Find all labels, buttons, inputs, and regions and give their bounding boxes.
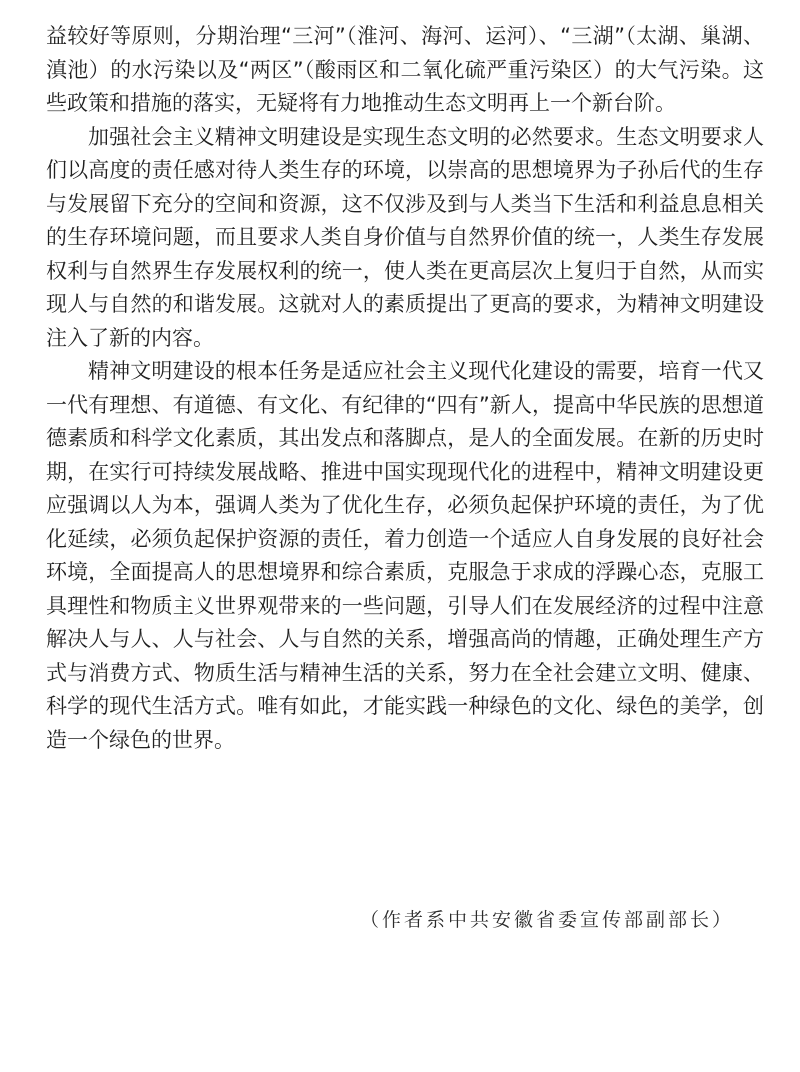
author-byline: （作者系中共安徽省委宣传部副部长）: [359, 909, 734, 931]
paragraph-fundamental-task: 精神文明建设的根本任务是适应社会主义现代化建设的需要，培育一代又一代有理想、有道德、有文化、有纪律的“四有”新人，提高中华民族的思想道德素质和科学文化素质，其出发点和落脚点，是人的全面发展。在新的历史时期，在实行可持续发展战略、推进中国实现现代化的进程中，精神文明建设更应强调以人为本，强调人类为了优化生存，必须负起保护环境的责任，为了优化延续，必须负起保护资源的责任，着力创造一个适应人自身发展的良好社会环境，全面提高人的思想境界和综合素质，克服急于求成的浮躁心态，克服工具理性和物质主义世界观带来的一些问题，引导人们在发展经济的过程中注意解决人与人、人与社会、人与自然的关系，增强高尚的情趣，正确处理生产方式与消费方式、物质生活与精神生活的关系，努力在全社会建立文明、健康、科学的现代生活方式。唯有如此，才能实践一种绿色的文化、绿色的美学，创造一个绿色的世界。: [46, 359, 764, 752]
article-body: [46, 20, 764, 757]
paragraph-continued: 益较好等原则，分期治理“三河”（淮河、海河、运河）、“三湖”（太湖、巢湖、滇池）的水污染以及“两区”（酸雨区和二氧化硫严重污染区）的大气污染。这些政策和措施的落实，无疑将有力地推动生态文明再上一个新台阶。: [46, 24, 764, 115]
paragraph-spiritual-civilization: 加强社会主义精神文明建设是实现生态文明的必然要求。生态文明要求人们以高度的责任感对待人类生存的环境，以崇高的思想境界为子孙后代的生存与发展留下充分的空间和资源，这不仅涉及到与人类当下生活和利益息息相关的生存环境问题，而且要求人类自身价值与自然界价值的统一，人类生存发展权利与自然界生存发展权利的统一，使人类在更高层次上复归于自然，从而实现人与自然的和谐发展。这就对人的素质提出了更高的要求，为精神文明建设注入了新的内容。: [46, 124, 764, 350]
